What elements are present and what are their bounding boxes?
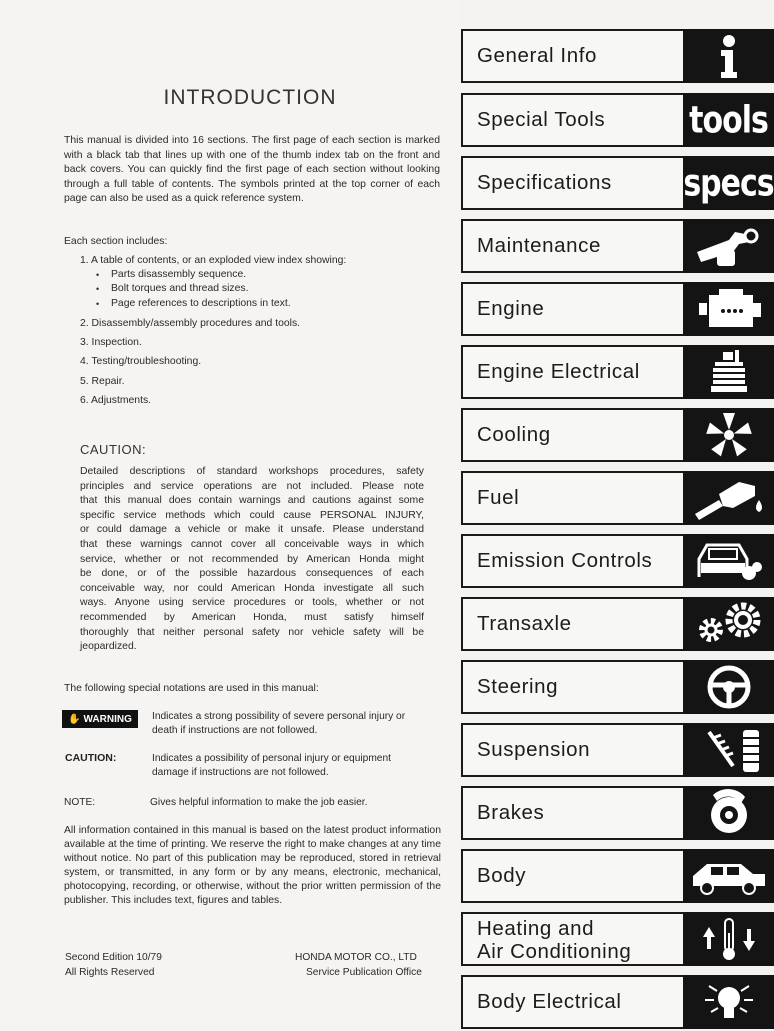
tab-label-box	[461, 29, 683, 83]
section-tab-steering[interactable]	[461, 660, 774, 716]
tab-label: Engine	[477, 297, 545, 320]
warning-badge: ✋ WARNING	[62, 710, 138, 728]
specs-icon	[683, 156, 774, 210]
caution-line: principles and service operations are not included. Please note	[80, 480, 424, 492]
caution-line: thoroughly that neither personal safety nor vehicle safety will be	[80, 626, 424, 638]
edition: Second Edition 10/79	[65, 952, 162, 963]
gears-icon	[683, 597, 774, 651]
caution-text: Indicates a possibility of personal injury or equipment	[152, 753, 391, 764]
tab-label-box	[461, 345, 683, 399]
tab-label-box	[461, 849, 683, 903]
info-icon	[683, 29, 774, 83]
section-tab-maintenance[interactable]	[461, 219, 774, 275]
tab-label-box	[461, 156, 683, 210]
tab-label-box	[461, 975, 683, 1029]
note-label: NOTE:	[64, 797, 96, 808]
list-item: 2. Disassembly/assembly procedures and tools.	[80, 318, 301, 329]
tab-label: Engine Electrical	[477, 360, 640, 383]
company-name: HONDA MOTOR CO., LTD	[295, 952, 417, 963]
section-tab-engine[interactable]	[461, 282, 774, 338]
caution-line: Detailed descriptions of standard workshops procedures, safety	[80, 466, 424, 477]
tab-label-box	[461, 534, 683, 588]
tab-label-box	[461, 597, 683, 651]
fan-icon	[683, 408, 774, 462]
section-tab-special-tools[interactable]	[461, 93, 774, 149]
tab-label: Maintenance	[477, 234, 601, 257]
caution-text: damage if instructions are not followed.	[152, 767, 329, 778]
caution-line: conceivable way, nor could American Honda investigate all such	[80, 582, 424, 594]
section-tab-engine-electrical[interactable]	[461, 345, 774, 401]
caution-line: or could damage a vehicle or make it unsafe. Please understand	[80, 524, 424, 536]
tab-label	[477, 917, 631, 963]
wrench-hand-icon	[683, 219, 774, 273]
office-name: Service Publication Office	[306, 967, 422, 978]
fuel-nozzle-icon	[683, 471, 774, 525]
tools-icon	[683, 93, 774, 147]
section-tab-body-electrical[interactable]	[461, 975, 774, 1031]
list-item: 6. Adjustments.	[80, 395, 152, 406]
list-item: 5. Repair.	[80, 376, 125, 387]
section-tab-transaxle[interactable]	[461, 597, 774, 653]
caution-label: CAUTION:	[65, 752, 117, 764]
rights: All Rights Reserved	[65, 967, 155, 978]
tab-label: Fuel	[477, 486, 520, 509]
tab-label: Suspension	[477, 738, 591, 761]
engine-icon	[683, 282, 774, 336]
includes-heading: Each section includes:	[64, 236, 168, 247]
caution-line: recommended by American Honda, must satisfy himself	[80, 612, 424, 623]
caution-line: that these warnings cannot cover all conceivable ways in which	[80, 539, 424, 550]
tab-label: Special Tools	[477, 108, 606, 131]
car-exhaust-icon	[683, 534, 774, 588]
section-tab-suspension[interactable]	[461, 723, 774, 779]
car-body-icon	[683, 849, 774, 903]
notations-intro: The following special notations are used in this manual:	[64, 683, 319, 694]
section-tab-heating-and[interactable]	[461, 912, 774, 968]
list-item: 3. Inspection.	[80, 337, 142, 348]
section-tab-body[interactable]	[461, 849, 774, 905]
list-item: 1. A table of contents, or an exploded view index showing:	[80, 255, 347, 266]
section-tab-brakes[interactable]	[461, 786, 774, 842]
caution-heading: CAUTION:	[80, 442, 147, 457]
warning-text: death if instructions are not followed.	[152, 725, 318, 736]
section-tab-cooling[interactable]	[461, 408, 774, 464]
caution-line: be done, or of the possible hazardous consequences of each	[80, 568, 424, 580]
caution-line: jeopardized.	[80, 641, 137, 653]
tab-label-box	[461, 471, 683, 525]
tab-icon-word: tools	[689, 98, 768, 142]
tab-label: General Info	[477, 44, 598, 67]
sub-bullet: • Parts disassembly sequence.	[111, 268, 246, 282]
brake-disc-icon	[683, 786, 774, 840]
shock-absorber-icon	[683, 723, 774, 777]
intro-paragraph: This manual is divided into 16 sections. The first page of each section is marked with a black tab that lines up with one of the thumb index tab on the front and back covers. You can quickly find the first page of each section without looking through a full table of contents. The symbols printed at the top corner of each page can also be used as a quick reference system.	[64, 135, 440, 205]
sub-bullet: • Page references to descriptions in text.	[111, 297, 291, 311]
light-bulb-icon	[683, 975, 774, 1029]
section-tab-emission-controls[interactable]	[461, 534, 774, 590]
caution-line: specific service methods which could cause PERSONAL INJURY,	[80, 509, 424, 521]
tab-label: Brakes	[477, 801, 545, 824]
steering-wheel-icon	[683, 660, 774, 714]
tab-label: Steering	[477, 675, 559, 698]
sub-bullet: • Bolt torques and thread sizes.	[111, 282, 248, 296]
tab-label-box	[461, 93, 683, 147]
tab-label-box	[461, 723, 683, 777]
tab-label: Emission Controls	[477, 549, 653, 572]
section-tab-fuel[interactable]	[461, 471, 774, 527]
tab-label-box	[461, 912, 683, 966]
page-title: INTRODUCTION	[163, 86, 337, 109]
caution-line: that this manual does contain warnings and cautions against some	[80, 495, 424, 507]
tab-label-line: Heating and	[477, 917, 595, 940]
thermometer-icon	[683, 912, 774, 966]
tab-label: Body	[477, 864, 527, 887]
disclaimer-paragraph: All information contained in this manual is based on the latest product information available at the time of printing. We reserve the right to make changes at any time without notice. No part of this publication may be reproduced, stored in retrieval system, or transmitted, in any form or by any means, electronic, mechanical, photocopying, recording, or otherwise, without the prior written permission of the publisher. This includes text, figures and tables.	[64, 825, 441, 907]
tab-label: Body Electrical	[477, 990, 622, 1013]
warning-hand-icon: ✋	[68, 713, 81, 725]
section-tab-specifications[interactable]	[461, 156, 774, 212]
tab-icon-word: specs	[683, 161, 774, 205]
caution-line: ways. Anyone using service procedures or tools, whether or not	[80, 597, 424, 609]
tab-label-box	[461, 282, 683, 336]
note-text: Gives helpful information to make the job easier.	[150, 797, 368, 808]
tab-label-box	[461, 660, 683, 714]
tab-label-box	[461, 408, 683, 462]
ignition-coil-icon	[683, 345, 774, 399]
tab-label-line: Air Conditioning	[477, 940, 632, 963]
tab-label: Cooling	[477, 423, 551, 446]
tab-label: Specifications	[477, 171, 612, 194]
caution-line: service, whether or not recommended by American Honda might	[80, 553, 424, 565]
section-tab-general-info[interactable]	[461, 29, 774, 85]
tab-label-box	[461, 786, 683, 840]
tab-label-box	[461, 219, 683, 273]
warning-text: Indicates a strong possibility of severe personal injury or	[152, 711, 406, 722]
tab-label: Transaxle	[477, 612, 572, 635]
list-item: 4. Testing/troubleshooting.	[80, 356, 202, 367]
